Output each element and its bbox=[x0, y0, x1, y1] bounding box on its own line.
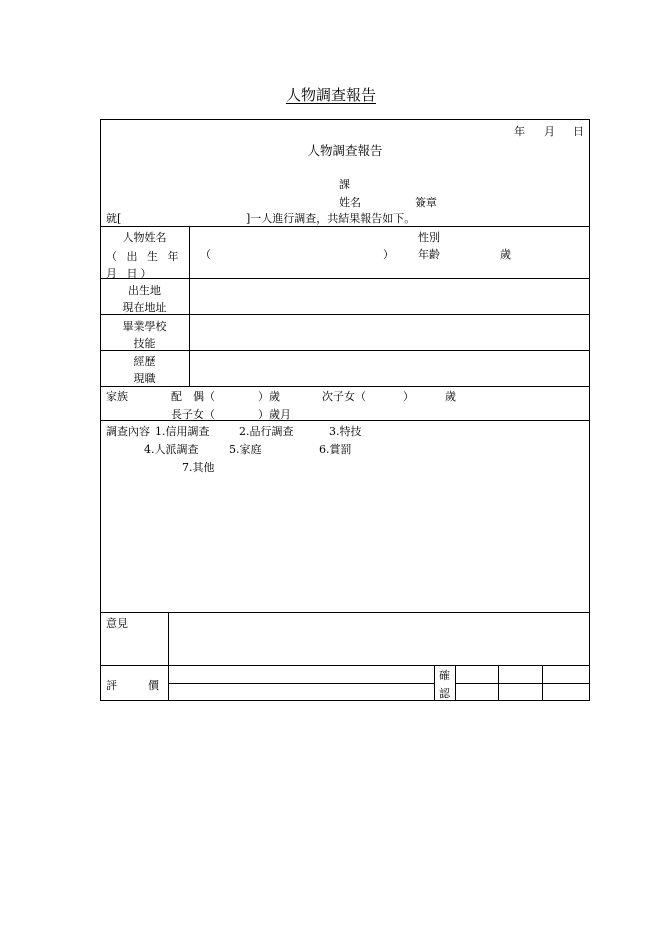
spouse-label: 配 偶（ bbox=[171, 390, 215, 403]
divider-confirm-left bbox=[434, 665, 435, 701]
inner-title: 人物調查報告 bbox=[307, 143, 383, 158]
investigation-item-4: 4.人派調查 bbox=[144, 443, 199, 456]
investigation-item-3: 3.特技 bbox=[329, 425, 362, 438]
confirm-label-2: 認 bbox=[439, 687, 450, 700]
address-label: 現在地址 bbox=[122, 301, 167, 314]
divider-label-column bbox=[189, 226, 190, 386]
date-year: 年 bbox=[514, 125, 525, 138]
divider-history bbox=[100, 386, 590, 387]
divider-header bbox=[100, 226, 590, 227]
history-label: 經歷 bbox=[133, 355, 156, 368]
divider-evaluation-left bbox=[168, 683, 434, 684]
second-child-close: ） bbox=[403, 390, 414, 403]
school-label: 畢業學校 bbox=[122, 320, 167, 333]
investigation-item-7: 7.其他 bbox=[182, 461, 215, 474]
birth-paren-close: ） bbox=[383, 248, 394, 261]
skills-label: 技能 bbox=[133, 337, 156, 350]
spouse-age: ）歲 bbox=[258, 390, 280, 403]
investigation-item-1: 1.信用調查 bbox=[155, 425, 210, 438]
seal-label: 簽章 bbox=[415, 196, 437, 209]
divider-evaluation-right bbox=[455, 683, 590, 684]
divider-birthplace bbox=[100, 314, 590, 315]
name-label: 姓名 bbox=[339, 196, 361, 209]
current-job-label: 現職 bbox=[133, 372, 156, 385]
evaluation-label-1: 評 bbox=[106, 679, 117, 692]
section-label: 課 bbox=[339, 178, 350, 191]
second-child-age: 歲 bbox=[445, 390, 456, 403]
birthplace-label: 出生地 bbox=[128, 284, 161, 297]
eldest-child-label: 長子女（ bbox=[171, 408, 215, 421]
age-unit: 歲 bbox=[500, 248, 511, 261]
intro-suffix: ]一人進行調查，共結果報告如下。 bbox=[246, 212, 416, 225]
divider-opinion bbox=[100, 665, 590, 666]
evaluation-label-2: 價 bbox=[148, 679, 159, 692]
birth-date-label: （ 出 生 年 月 日） bbox=[106, 250, 182, 280]
second-child-label: 次子女（ bbox=[322, 390, 366, 403]
divider-investigation bbox=[100, 612, 590, 613]
divider-signbox-2 bbox=[542, 665, 543, 701]
divider-opinion-column bbox=[168, 612, 169, 701]
intro-prefix: 就[ bbox=[106, 212, 122, 225]
investigation-item-2: 2.品行調查 bbox=[239, 425, 294, 438]
divider-signbox-1 bbox=[498, 665, 499, 701]
investigation-item-5: 5.家庭 bbox=[229, 443, 262, 456]
investigation-item-6: 6.賞罰 bbox=[319, 443, 352, 456]
gender-label: 性別 bbox=[418, 231, 440, 244]
confirm-label-1: 確 bbox=[439, 669, 450, 682]
eldest-child-age: ）歲月 bbox=[258, 408, 291, 421]
date-day: 日 bbox=[573, 125, 584, 138]
family-label: 家族 bbox=[106, 390, 128, 403]
subject-name-label: 人物姓名 bbox=[122, 231, 167, 244]
divider-confirm-right bbox=[455, 665, 456, 701]
document-title: 人物調查報告 bbox=[285, 86, 376, 104]
age-label: 年齡 bbox=[418, 248, 440, 261]
opinion-label: 意見 bbox=[106, 617, 128, 630]
divider-school bbox=[100, 350, 590, 351]
birth-paren-open: （ bbox=[200, 248, 211, 261]
investigation-label: 調查內容 bbox=[106, 425, 150, 438]
date-month: 月 bbox=[544, 125, 555, 138]
